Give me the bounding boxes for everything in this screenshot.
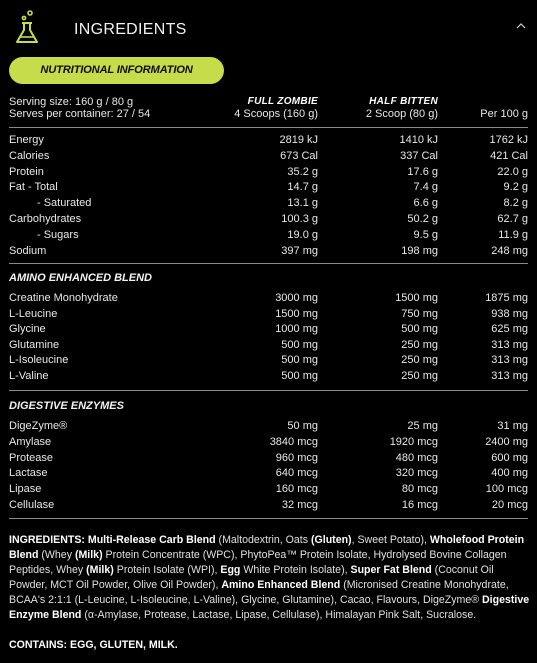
value-full-zombie: 500 mg <box>281 354 318 367</box>
table-row <box>9 354 528 370</box>
divider <box>9 390 528 391</box>
value-full-zombie: 35.2 g <box>287 165 318 178</box>
table-row <box>9 420 528 436</box>
value-half-bitten: 7.4 g <box>413 181 438 194</box>
ingredient-bold-text: INGREDIENTS: Multi-Release Carb Blend <box>9 534 216 546</box>
value-full-zombie: 19.0 g <box>287 228 318 241</box>
row-label: Lactase <box>9 467 48 480</box>
ingredients-accordion-header[interactable] <box>0 0 537 52</box>
ingredient-text: Protein Isolate (WPI), <box>113 563 221 576</box>
row-label: Glycine <box>9 323 46 336</box>
ingredient-text: (α-Amylase, Protease, Lactase, Lipase, Cellulase), Himalayan Pink Salt, Sucralose. <box>81 608 477 621</box>
ingredient-bold-text: Digestive Enzyme Blend <box>9 593 530 621</box>
amino-section-title: AMINO ENHANCED BLEND <box>9 272 152 284</box>
value-full-zombie: 3000 mg <box>275 292 318 304</box>
value-per-100g: 248 mg <box>491 244 528 257</box>
allergen-statement: CONTAINS: EGG, GLUTEN, MILK. <box>9 639 178 651</box>
value-full-zombie: 2819 kJ <box>279 134 318 146</box>
table-row <box>9 308 528 324</box>
ingredient-bold-text: Egg <box>220 563 241 576</box>
ingredients-list <box>9 533 531 622</box>
value-half-bitten: 250 mg <box>401 354 438 367</box>
ingredient-bold-text: (Gluten) <box>310 534 352 546</box>
value-half-bitten: 17.6 g <box>407 165 438 178</box>
table-row <box>9 245 528 261</box>
flask-icon <box>12 10 42 46</box>
value-full-zombie: 14.7 g <box>287 181 318 194</box>
value-half-bitten: 337 Cal <box>400 149 438 162</box>
section-title: INGREDIENTS <box>74 21 187 38</box>
value-full-zombie: 32 mcg <box>281 499 318 511</box>
value-half-bitten: 750 mg <box>401 307 438 320</box>
table-row <box>9 436 528 452</box>
table-row <box>9 323 528 339</box>
divider <box>9 127 528 128</box>
serves-per-container: Serves per container: 27 / 54 <box>9 108 151 120</box>
table-row <box>9 150 528 166</box>
value-per-100g: 313 mg <box>491 354 528 367</box>
column-sub-full: 4 Scoops (160 g) <box>234 108 318 120</box>
value-per-100g: 938 mg <box>491 307 528 320</box>
ingredient-bold-text: Amino Enhanced Blend <box>221 578 341 591</box>
row-label: Sodium <box>9 244 47 257</box>
value-per-100g: 9.2 g <box>503 181 528 194</box>
ingredient-bold-text: Wholefood Protein Blend <box>9 534 525 561</box>
value-half-bitten: 198 mg <box>401 244 438 257</box>
value-per-100g: 31 mg <box>497 420 528 432</box>
ingredient-text: Protein Concentrate (WPC), PhytoPea™ Protein Isolate, Hydrolysed Bovine Collagen Peptides, Whey <box>9 548 507 576</box>
value-per-100g: 20 mcg <box>491 499 528 511</box>
row-label: - Saturated <box>37 197 92 210</box>
row-label: Cellulase <box>9 499 55 511</box>
divider <box>9 263 528 264</box>
tab-nutritional-information[interactable]: NUTRITIONAL INFORMATION <box>9 57 224 84</box>
row-label: Lipase <box>9 483 42 496</box>
row-label: DigeZyme® <box>9 420 68 432</box>
row-label: Protein <box>9 165 44 178</box>
value-half-bitten: 16 mcg <box>401 499 438 511</box>
value-half-bitten: 1500 mg <box>395 292 438 304</box>
value-full-zombie: 640 mcg <box>275 467 318 480</box>
value-per-100g: 8.2 g <box>503 197 528 210</box>
value-full-zombie: 100.3 g <box>281 213 318 225</box>
value-full-zombie: 160 mcg <box>275 483 318 496</box>
table-row <box>9 213 528 229</box>
table-row <box>9 292 528 308</box>
row-label: - Sugars <box>37 228 79 241</box>
value-per-100g: 600 mg <box>491 451 528 464</box>
row-label: Calories <box>9 149 50 162</box>
column-sub-per100: Per 100 g <box>480 108 528 120</box>
ingredient-bold-text: (Milk) <box>74 548 103 561</box>
value-per-100g: 1875 mg <box>485 292 528 304</box>
value-per-100g: 625 mg <box>491 323 528 336</box>
value-half-bitten: 250 mg <box>401 338 438 351</box>
value-per-100g: 11.9 g <box>498 228 528 241</box>
value-half-bitten: 50.2 g <box>407 213 438 225</box>
table-row <box>9 181 528 197</box>
divider <box>9 518 528 519</box>
table-row <box>9 339 528 355</box>
value-half-bitten: 1410 kJ <box>399 134 438 146</box>
value-full-zombie: 50 mg <box>287 420 318 432</box>
value-per-100g: 100 mcg <box>485 483 528 496</box>
value-half-bitten: 480 mcg <box>395 451 438 464</box>
ingredient-text: , Sweet Potato), <box>351 534 430 546</box>
table-row <box>9 197 528 213</box>
ingredient-text: White Protein Isolate), <box>240 563 351 576</box>
column-title-full: FULL ZOMBIE <box>247 96 318 107</box>
row-label: L-Isoleucine <box>9 354 69 367</box>
value-full-zombie: 13.1 g <box>287 197 318 210</box>
value-half-bitten: 6.6 g <box>413 197 438 210</box>
chevron-up-icon[interactable] <box>515 22 527 30</box>
table-row <box>9 483 528 499</box>
column-sub-half: 2 Scoop (80 g) <box>365 108 438 120</box>
value-per-100g: 400 mg <box>491 467 528 480</box>
row-label: Glutamine <box>9 338 60 351</box>
row-label: Carbohydrates <box>9 213 82 225</box>
value-full-zombie: 3840 mcg <box>269 435 318 448</box>
row-label: Amylase <box>9 435 52 448</box>
row-label: Energy <box>9 134 44 146</box>
value-full-zombie: 960 mcg <box>275 451 318 464</box>
value-per-100g: 62.7 g <box>497 213 528 225</box>
ingredient-text: (Maltodextrin, Oats <box>215 534 311 546</box>
serving-header-row-2 <box>9 108 528 124</box>
row-label: Creatine Monohydrate <box>9 292 118 304</box>
value-half-bitten: 25 mg <box>407 420 438 432</box>
value-full-zombie: 673 Cal <box>280 149 318 162</box>
digestive-section-title: DIGESTIVE ENZYMES <box>9 400 124 412</box>
table-row <box>9 467 528 483</box>
table-row <box>9 166 528 182</box>
value-per-100g: 2400 mg <box>485 435 528 448</box>
value-half-bitten: 250 mg <box>401 370 438 382</box>
value-full-zombie: 397 mg <box>281 244 318 257</box>
table-row <box>9 370 528 386</box>
table-row <box>9 134 528 150</box>
value-full-zombie: 500 mg <box>281 370 318 382</box>
value-full-zombie: 500 mg <box>281 338 318 351</box>
value-half-bitten: 9.5 g <box>413 228 438 241</box>
ingredient-text: (Micronised Creatine Monohydrate, BCAA's 2:1:1 (L-Leucine, L-Isoleucine, L-Valine), Glycine, Glutamine), Cacao, Flavours, DigeZyme® <box>9 578 509 606</box>
value-per-100g: 421 Cal <box>490 149 528 162</box>
row-label: L-Valine <box>9 370 49 382</box>
value-half-bitten: 500 mg <box>401 323 438 336</box>
value-half-bitten: 320 mcg <box>395 467 438 480</box>
table-row <box>9 499 528 515</box>
ingredient-text: (Coconut Oil Powder, MCT Oil Powder, Olive Oil Powder), <box>9 563 494 591</box>
ingredient-text: (Whey <box>38 548 75 561</box>
row-label: Protease <box>9 451 54 464</box>
table-row <box>9 452 528 468</box>
value-full-zombie: 1000 mg <box>275 323 318 336</box>
value-full-zombie: 1500 mg <box>275 307 318 320</box>
value-per-100g: 313 mg <box>491 370 528 382</box>
column-title-half: HALF BITTEN <box>369 96 438 107</box>
value-per-100g: 313 mg <box>491 338 528 351</box>
value-half-bitten: 1920 mcg <box>389 435 438 448</box>
value-per-100g: 1762 kJ <box>489 134 528 146</box>
row-label: L-Leucine <box>9 307 58 320</box>
table-row <box>9 229 528 245</box>
value-half-bitten: 80 mcg <box>401 483 438 496</box>
ingredient-bold-text: (Milk) <box>86 563 114 576</box>
ingredient-bold-text: Super Fat Blend <box>350 563 432 576</box>
serving-size: Serving size: 160 g / 80 g <box>9 96 134 108</box>
row-label: Fat - Total <box>9 181 58 194</box>
value-per-100g: 22.0 g <box>497 165 528 178</box>
